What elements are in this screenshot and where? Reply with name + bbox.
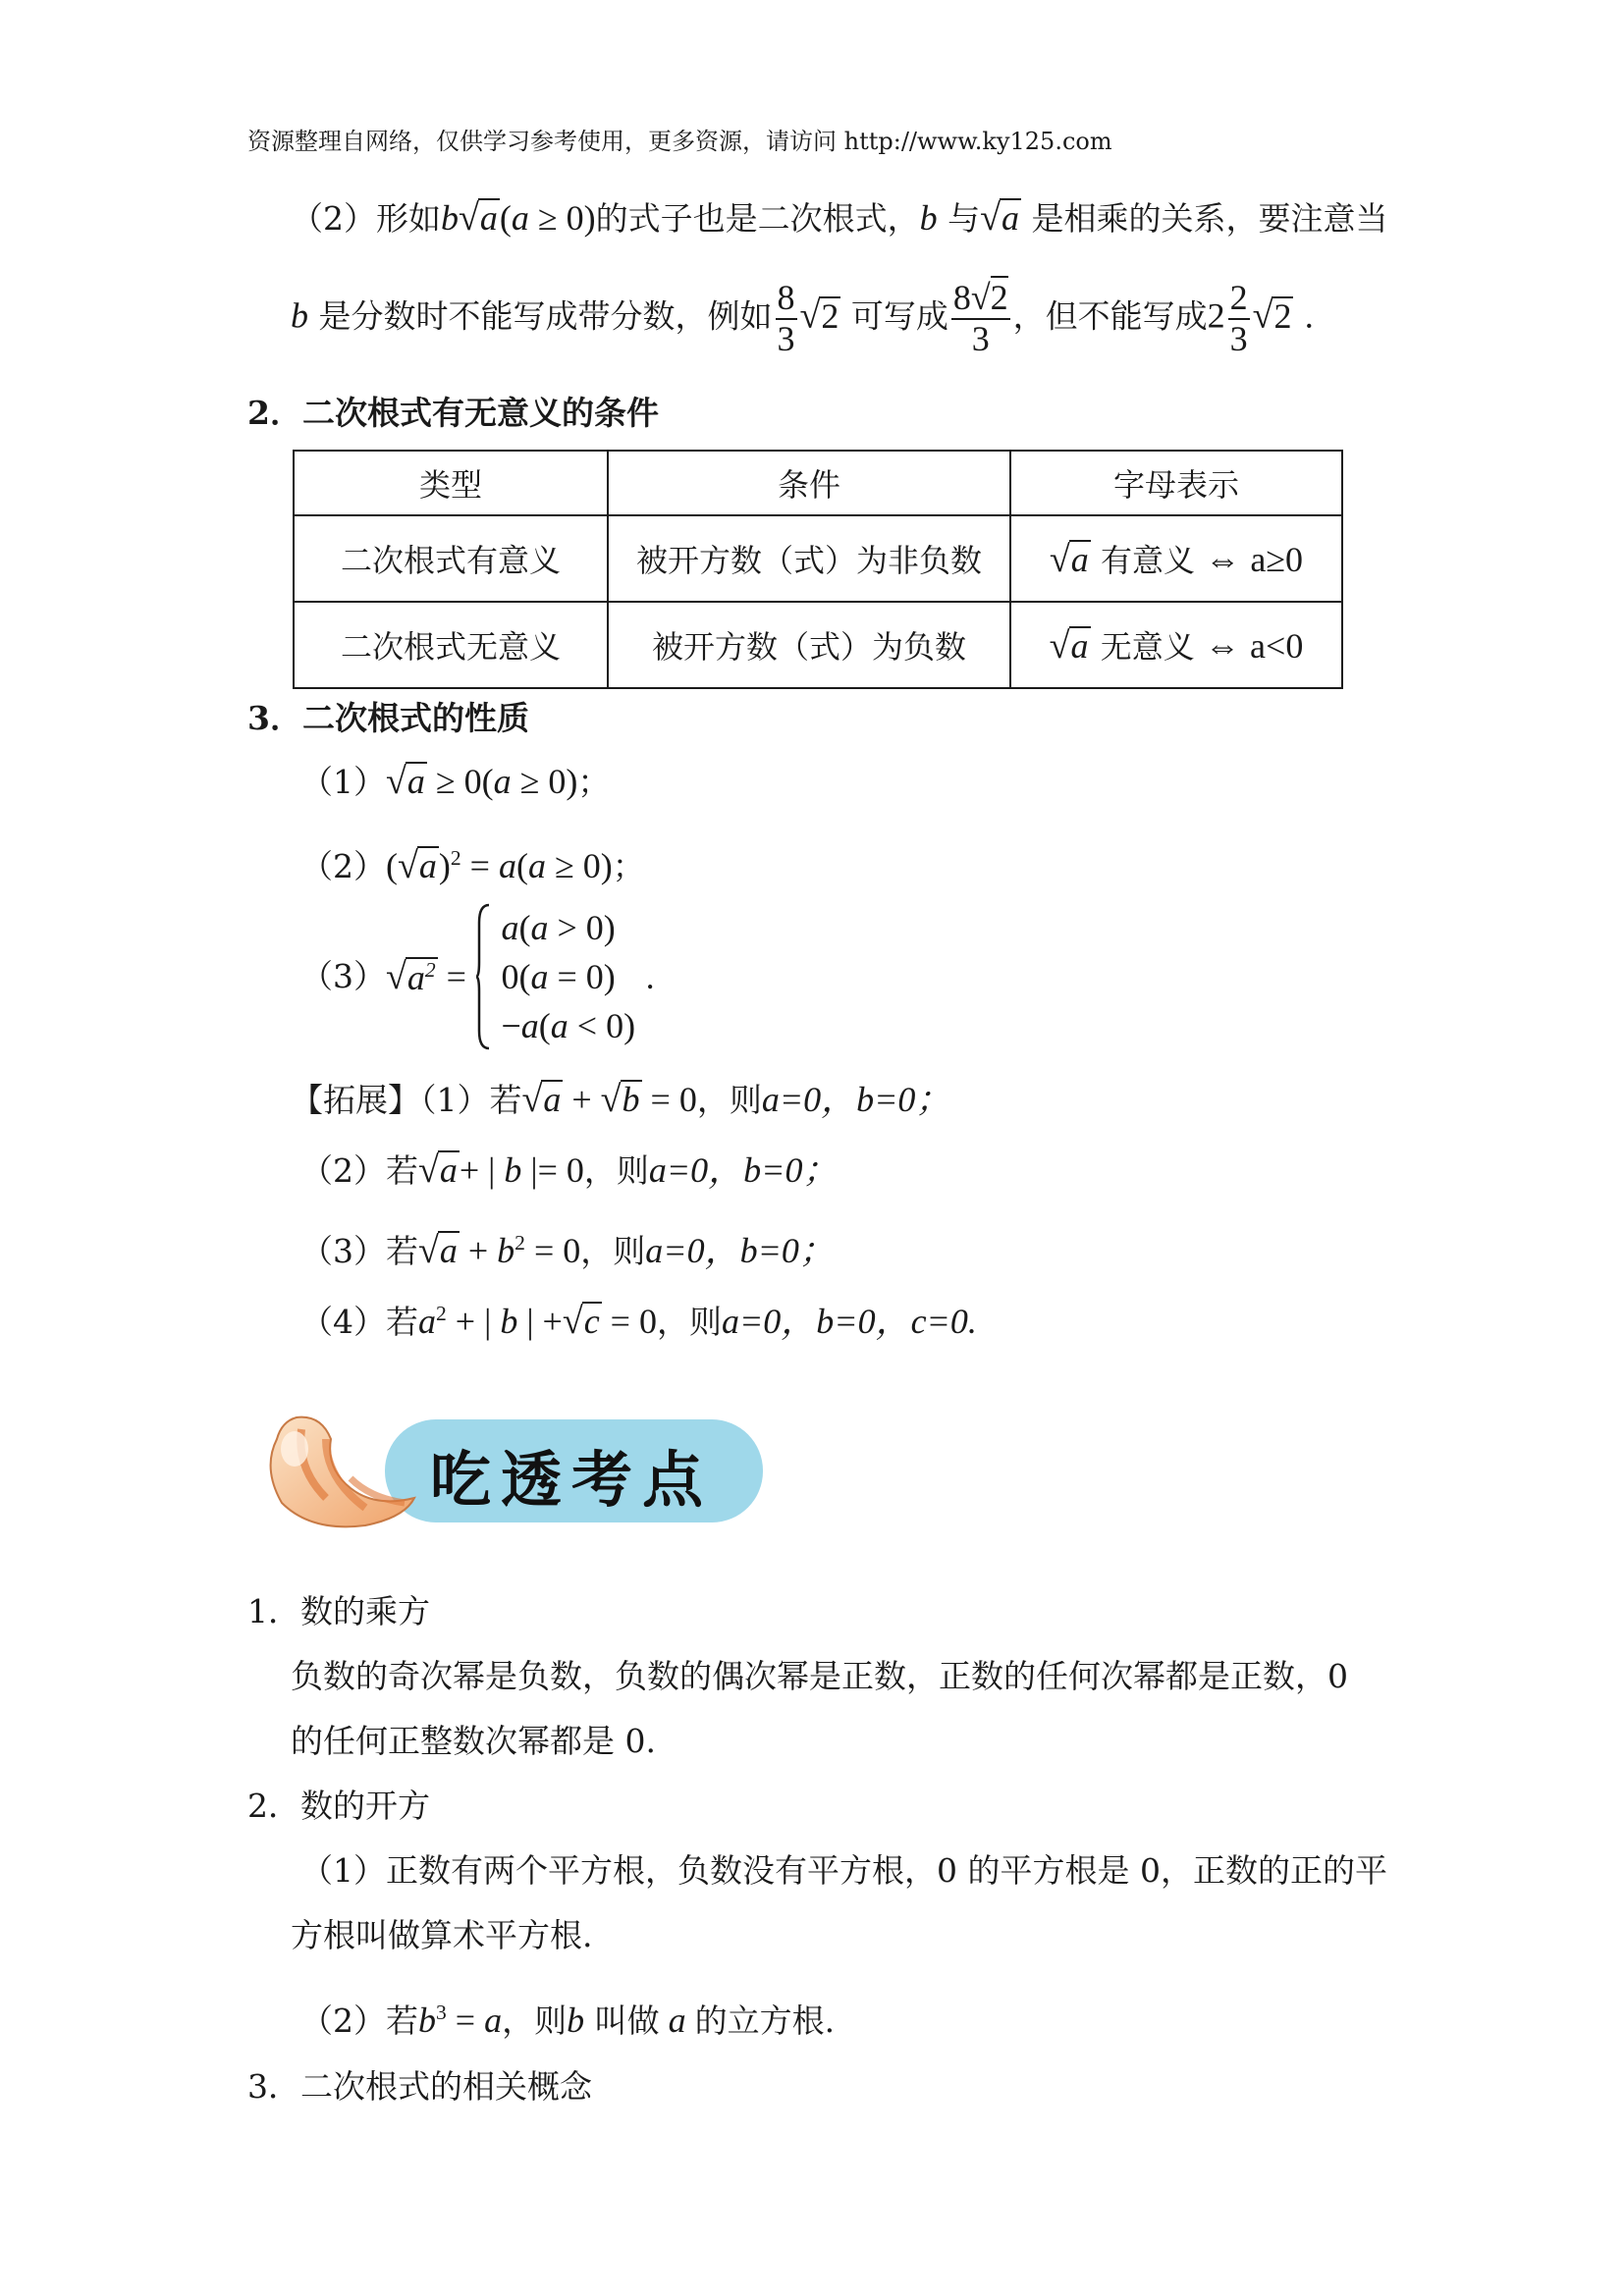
property-2: $(2)(√a)^2 = a(a \ge 0)$；: [300, 845, 645, 886]
seashell-icon: [257, 1400, 424, 1537]
property-1: （1）√a ≥ 0(a ≥ 0)；: [300, 761, 611, 802]
property-3: $(3)√a^2$ = a(a > 0) 0(a = 0) −a(a < 0) .: [300, 903, 655, 1050]
point-2-title: 2．数的开方: [247, 1787, 430, 1825]
table-header-cell: 条件: [608, 451, 1010, 515]
brace-icon: [475, 903, 491, 1050]
table-cell-symbol: √a 无意义 ⇔ a<0: [1010, 602, 1342, 688]
intro-line-2: b 是分数时不能写成带分数，例如 $\frac{8}{3}$ √2 可写成 $\frac{8√2}{3}$ ，但不能写成2 $\frac{2}{3}$ √2 .: [291, 278, 1315, 358]
table-cell-condition: 被开方数（式）为负数: [608, 602, 1010, 688]
table-row: [294, 602, 1342, 688]
table-cell-condition: 被开方数（式）为非负数: [608, 515, 1010, 602]
point-1-title: 1．数的乘方: [247, 1592, 430, 1630]
point-2-line-3: （2）若$b^3 = a$，则b 叫做 a 的立方根.: [300, 2001, 836, 2040]
point-2-line-1: （1）正数有两个平方根，负数没有平方根，0 的平方根是 0，正数的正的平: [300, 1851, 1387, 1890]
table-header-row: [294, 451, 1342, 515]
point-1-line-2: 的任何正整数次幂都是 0.: [291, 1722, 656, 1760]
extension-4: （4）若$a^2$ + | b | +√c = 0，则a=0，b=0，c=0.: [300, 1301, 977, 1342]
table-cell-type: 二次根式有意义: [294, 515, 608, 602]
extension-3: （3）若$√a + b^2 = 0$，则a=0，b=0；: [300, 1230, 835, 1271]
point-2-line-2: 方根叫做算术平方根.: [291, 1916, 593, 1954]
page-header: 资源整理自网络，仅供学习参考使用，更多资源，请访问 http://www.ky125.com: [247, 128, 1112, 155]
table-header-cell: 字母表示: [1010, 451, 1342, 515]
extension-1: 【拓展】（1）若√a + √b = 0，则a=0，b=0；: [291, 1079, 951, 1120]
point-3-title: 3．二次根式的相关概念: [247, 2067, 592, 2106]
intro-line-1: （2）形如b√a(a ≥ 0)的式子也是二次根式，b 与√a 是相乘的关系，要注意当: [291, 197, 1388, 239]
table-cell-symbol: √a 有意义 ⇔ a≥0: [1010, 515, 1342, 602]
extension-2: （2）若√a+ | b |= 0，则a=0，b=0；: [300, 1149, 839, 1191]
key-points-banner: [257, 1400, 768, 1529]
table-cell-type: 二次根式无意义: [294, 602, 608, 688]
banner-title: 吃透考点: [430, 1444, 714, 1516]
table-row: [294, 515, 1342, 602]
table-header-cell: 类型: [294, 451, 608, 515]
section-3-title: 3．二次根式的性质: [247, 699, 529, 737]
point-1-line-1: 负数的奇次幂是负数，负数的偶次幂是正数，正数的任何次幂都是正数，0: [291, 1657, 1348, 1695]
conditions-table: [293, 450, 1343, 689]
section-2-title: 2．二次根式有无意义的条件: [247, 394, 659, 432]
